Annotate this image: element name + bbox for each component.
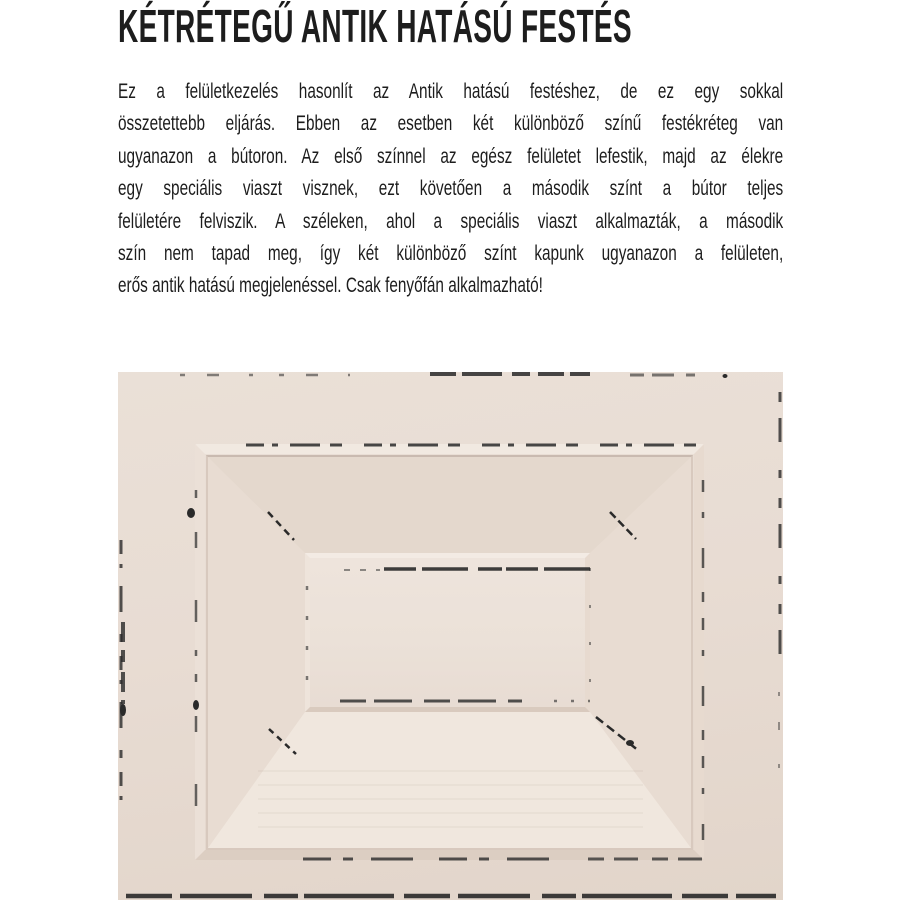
paragraph-line: szín nem tapad meg, így két különböző színt kapunk ugyanazon a felületen, — [118, 241, 784, 265]
paragraph-line: összetettebb eljárás. Ebben az esetben két különböző színű festékréteg van — [118, 112, 784, 136]
product-photo — [118, 372, 783, 900]
distress-marks-overlay — [118, 372, 783, 900]
page-title: KÉTRÉTEGŰ ANTIK HATÁSÚ FESTÉS — [118, 0, 632, 52]
paragraph-line: Ez a felületkezelés hasonlít az Antik hatású festéshez, de ez egy sokkal — [118, 80, 784, 103]
paragraph-line: egy speciális viaszt visznek, ezt követően a második színt a bútor teljes — [118, 177, 784, 201]
paragraph-line: ugyanazon a bútoron. Az első színnel az egész felületet lefestik, majd az élekre — [118, 144, 784, 168]
article-paragraph — [118, 76, 783, 303]
paragraph-line: felületére felviszik. A széleken, ahol a speciális viaszt alkalmazták, a második — [118, 209, 784, 233]
paragraph-line: erős antik hatású megjelenéssel. Csak fenyőfán alkalmazható! — [118, 274, 543, 298]
